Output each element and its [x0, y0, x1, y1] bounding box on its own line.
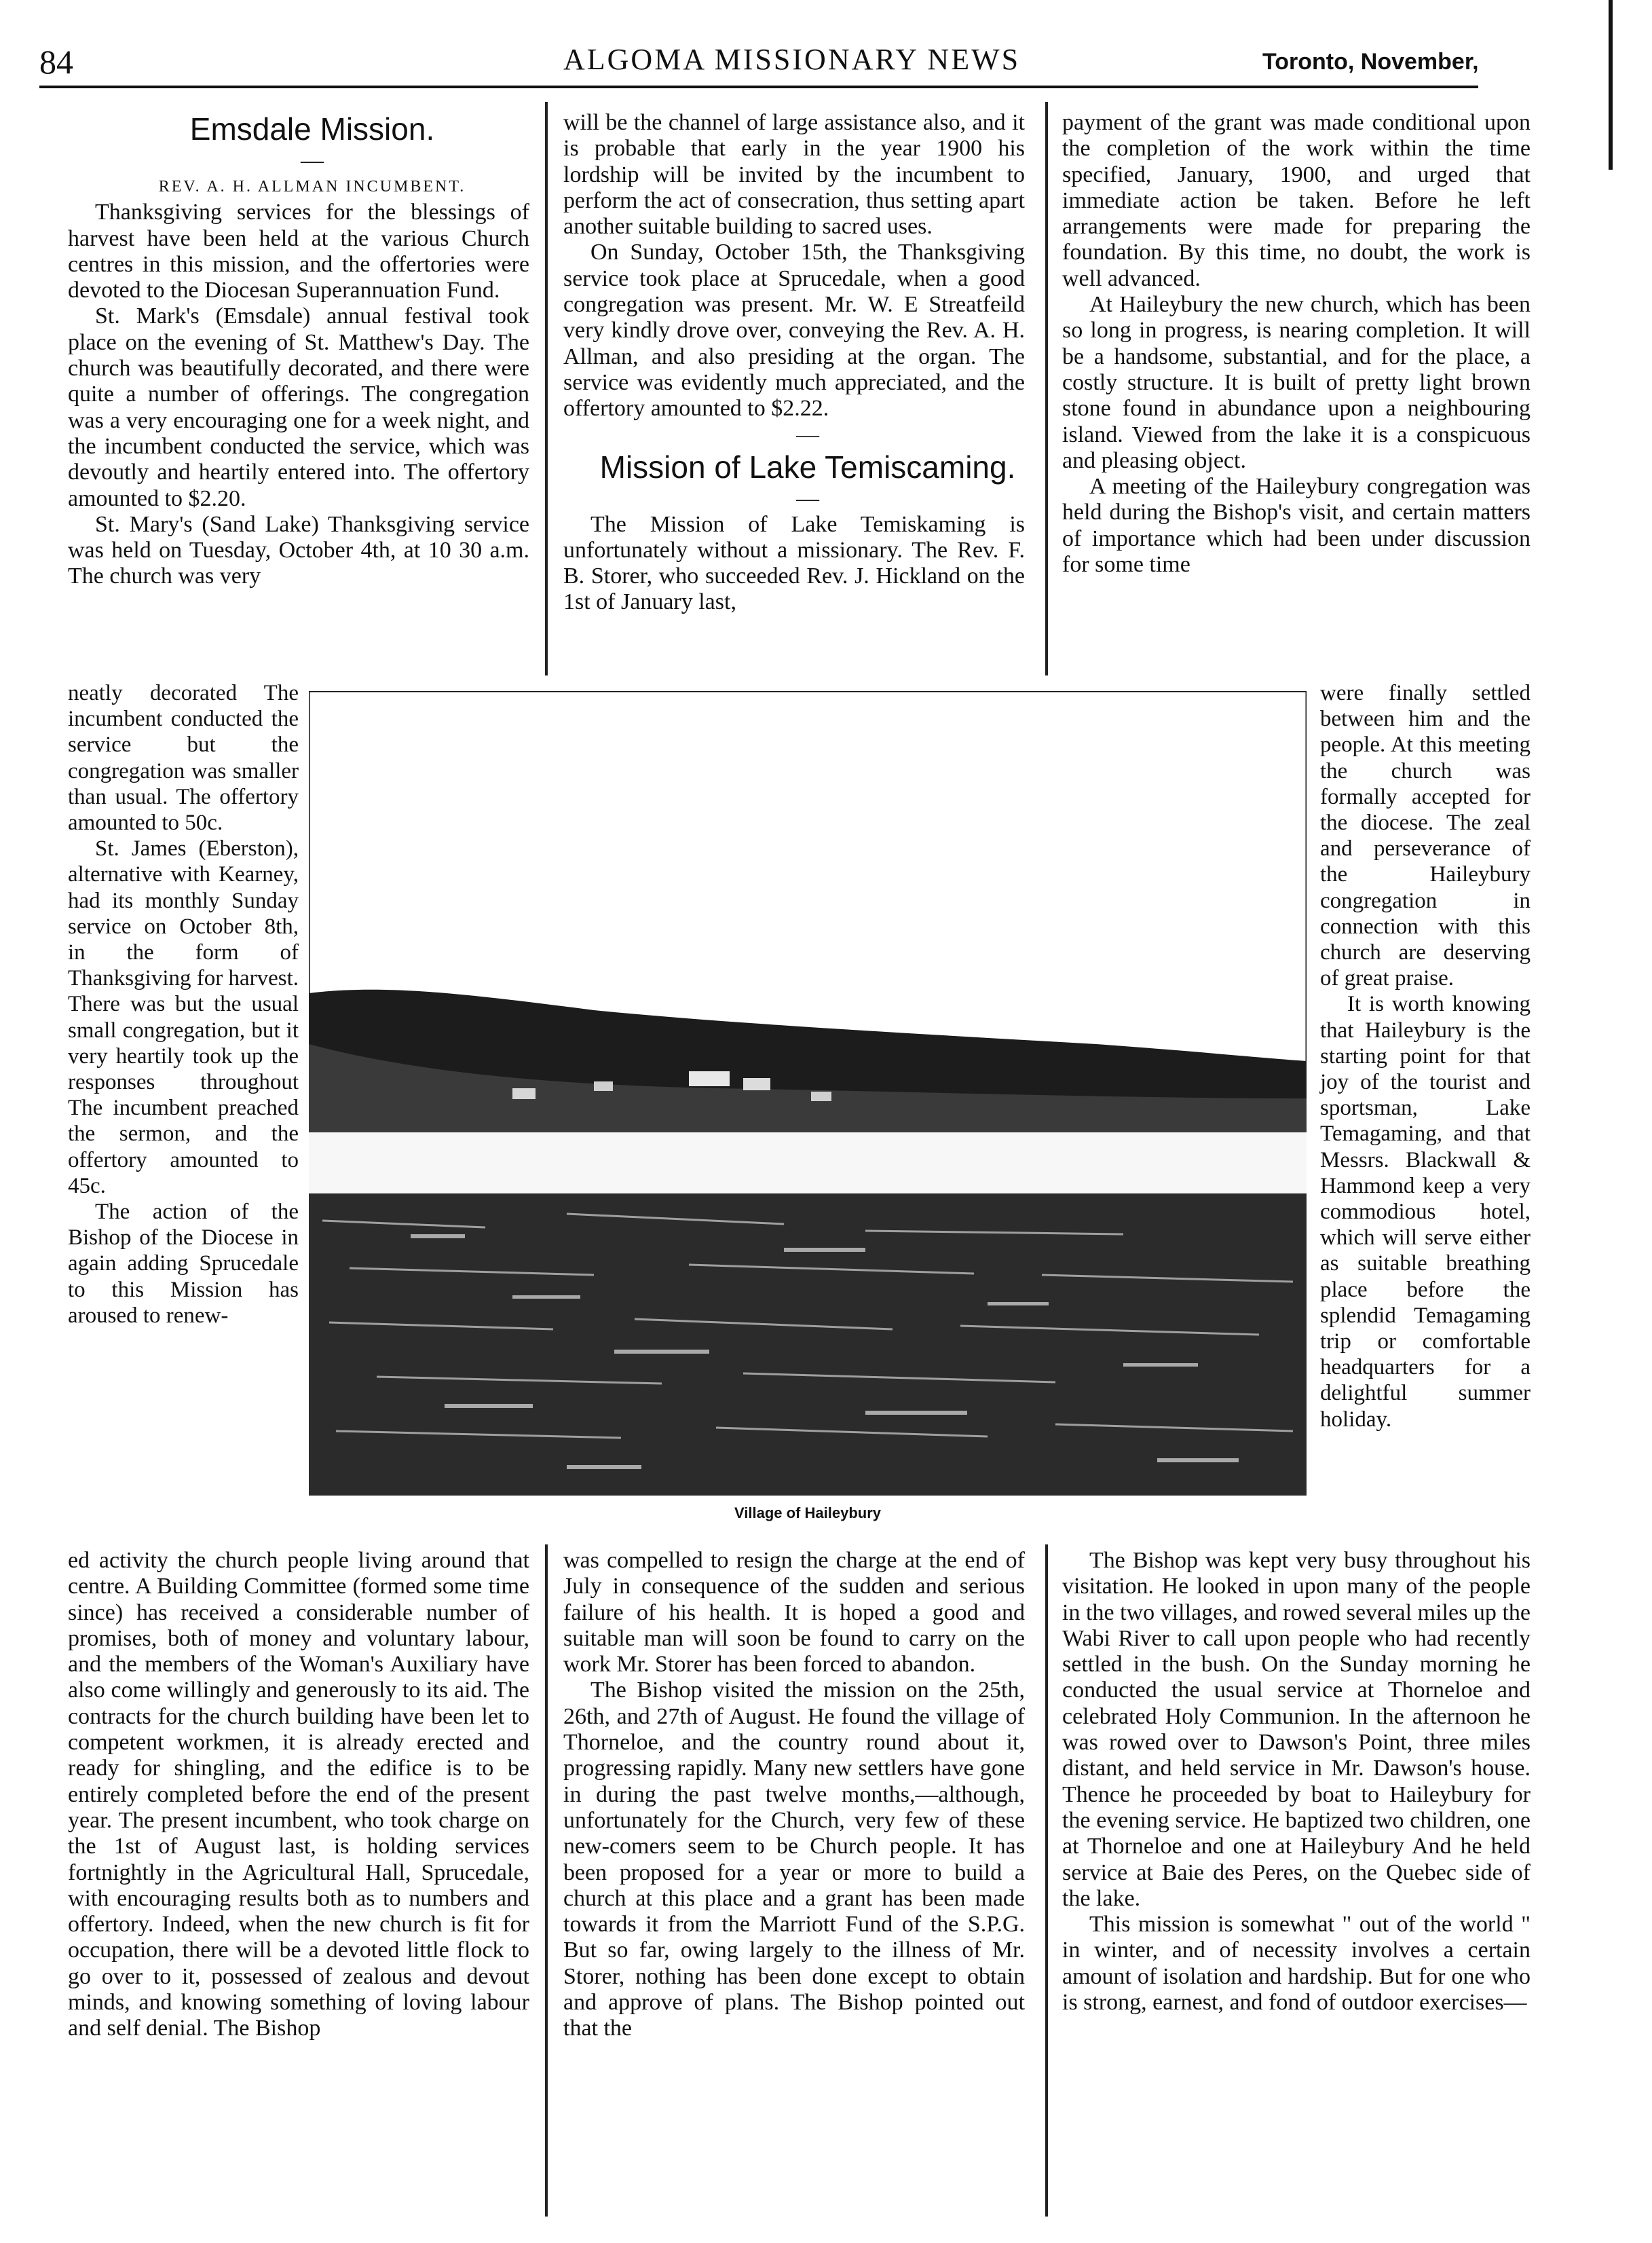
section-divider: —: [796, 422, 819, 447]
emsdale-paragraph-3: St. Mary's (Sand Lake) Thanksgiving service was held on Tuesday, October 4th, at 10 30 a.m. The church was very: [68, 511, 529, 589]
col2-paragraph-2: On Sunday, October 15th, the Thanksgiving service took place at Sprucedale, when a good congregation was present. Mr. W. E Streatfeild very kindly drove over, conveying the Rev. A. H. Allman, and also presiding at the organ. The service was evidently much appreciated, and the offertory amounted to $2.22.: [563, 240, 1025, 422]
temiscaming-dash: —: [796, 485, 819, 511]
header-rule: [39, 86, 1478, 88]
emsdale-title: Emsdale Mission.: [189, 111, 435, 147]
col3-paragraph-3-continued: were finally settled between him and the people. At this meeting the church was formally accepted for the diocese. The zeal and perseverance of the Haileybury congregation in connection with this church are deserving of great praise.: [1320, 681, 1531, 991]
column-3-top: [1062, 110, 1531, 578]
emsdale-paragraph-1: Thanksgiving services for the blessings of harvest have been held at the various Church centres in this mission, and the offertories were devoted to the Diocesan Superannuation Fund.: [68, 200, 529, 303]
column-3-bottom: [1062, 1548, 1531, 2016]
haileybury-photo: [309, 691, 1307, 1496]
col3-paragraph-3: A meeting of the Haileybury congregation was held during the Bishop's visit, and certain matters of importance which had been under discussion for some time: [1062, 474, 1531, 578]
temiscaming-paragraph-1: The Mission of Lake Temiskaming is unfortunately without a missionary. The Rev. F. B. Storer, who succeeded Rev. J. Hickland on the 1st of January last,: [563, 511, 1025, 615]
col3-paragraph-4: It is worth knowing that Haileybury is the starting point for that joy of the tourist and sportsman, Lake Temagaming, and that Messrs. Blackwall & Hammond keep a very commodious hotel, which will serve either as suitable breathing place before the splendid Temagaming trip or comfortable headquarters for a delightful summer holiday.: [1320, 992, 1531, 1432]
photo-caption: Village of Haileybury: [734, 1504, 881, 1521]
temiscaming-paragraph-1-continued: was compelled to resign the charge at the end of July in consequence of the sudden and serious failure of his health. It is hoped a good and suitable man will soon be found to carry on the work Mr. Storer has been forced to abandon.: [563, 1548, 1025, 1677]
emsdale-byline: REV. A. H. ALLMAN INCUMBENT.: [158, 178, 466, 196]
temiscaming-title: Mission of Lake Temiscaming.: [599, 449, 1016, 485]
col3-paragraph-1: payment of the grant was made conditional upon the completion of the work within the time specified, January, 1900, and urged that immediate action be taken. Before he left arrangements were made for preparing the foundation. By this time, no doubt, the work is well advanced.: [1062, 110, 1531, 291]
emsdale-paragraph-2: St. Mark's (Emsdale) annual festival took place on the evening of St. Matthew's Day. The church was beautifully decorated, and there were quite a number of offerings. The congregation was a very encouraging one for a week night, and the incumbent conducted the service, which was devoutly and heartily entered into. The offertory amounted to $2.20.: [68, 303, 529, 511]
col2-paragraph-1: will be the channel of large assistance also, and it is probable that early in the year 1900 his lordship will be invited by the incumbent to perform the act of consecration, thus setting apart another suitable building to sacred uses.: [563, 110, 1025, 240]
column-2-bottom: [563, 1548, 1025, 2042]
col3-paragraph-6: This mission is somewhat " out of the world " in winter, and of necessity involves a certain amount of isolation and hardship. But for one who is strong, earnest, and fond of outdoor exercises—: [1062, 1912, 1531, 2016]
emsdale-paragraph-5: The action of the Bishop of the Diocese in again adding Sprucedale to this Mission has aroused to renew-: [68, 1200, 299, 1328]
temiscaming-paragraph-2: The Bishop visited the mission on the 25th, 26th, and 27th of August. He found the village of Thorneloe, and the country round about it, progressing rapidly. Many new settlers have gone in during the past twelve months,—although, unfortunately for the Church, very few of these new-comers seem to be Church people. It has been proposed for a year or more to build a church at this place and a grant has been made towards it from the Marriott Fund of the S.P.G. But so far, owing largely to the illness of Mr. Storer, nothing has been done except to obtain and approve of plans. The Bishop pointed out that the: [563, 1677, 1025, 2041]
dateline: Toronto, November,: [1262, 49, 1479, 75]
column-1-bottom: [68, 1548, 529, 2042]
emsdale-paragraph-3-continued: neatly decorated The incumbent conducted the service but the congregation was smaller than usual. The offertory amounted to 50c.: [68, 681, 299, 836]
emsdale-paragraph-4: St. James (Eberston), alternative with Kearney, had its monthly Sunday service on October 8th, in the form of Thanksgiving for harvest. There was but the usual small congregation, but it very heartily took up the responses throughout The incumbent preached the sermon, and the offertory amounted to 45c.: [68, 836, 299, 1198]
column-rule-1-top: [545, 102, 548, 675]
column-1-wrap: [68, 680, 299, 1329]
page-number: 84: [39, 43, 73, 81]
column-2-top: [563, 110, 1025, 616]
column-rule-2-top: [1045, 102, 1048, 675]
scan-edge-mark: [1609, 0, 1613, 170]
emsdale-dash: —: [301, 148, 324, 173]
emsdale-paragraph-5-continued: ed activity the church people living around that centre. A Building Committee (formed some time since) has received a considerable number of promises, both of money and voluntary labour, and the members of the Woman's Auxiliary have also come willingly and generously to its aid. The contracts for the church building have been let to competent workmen, it is already erected and ready for shingling, and the edifice is to be entirely completed before the end of the present year. The present incumbent, who took charge on the 1st of August last, is holding services fortnightly in the Agricultural Hall, Sprucedale, with encouraging results both as to numbers and offertory. Indeed, when the new church is fit for occupation, there will be a devoted little flock to go over to it, possessed of zealous and devout minds, and knowing something of loving labour and self denial. The Bishop: [68, 1548, 529, 2041]
column-1-top: [68, 110, 529, 590]
col3-paragraph-5: The Bishop was kept very busy throughout his visitation. He looked in upon many of the people in the two villages, and rowed several miles up the Wabi River to call upon people who had recently settled in the bush. On the Sunday morning he conducted the usual service at Thorneloe and celebrated Holy Communion. In the afternoon he was rowed over to Dawson's Point, three miles distant, and held service in Mr. Dawson's house. Thence he proceeded by boat to Haileybury for the evening service. He baptized two children, one at Thorneloe and one at Haileybury And he held service at Baie des Peres, on the Quebec side of the lake.: [1062, 1548, 1531, 1911]
column-3-wrap: [1320, 680, 1531, 1432]
column-rule-1-bottom: [545, 1544, 548, 2217]
masthead: ALGOMA MISSIONARY NEWS: [563, 43, 1021, 76]
col3-paragraph-2: At Haileybury the new church, which has been so long in progress, is nearing completion. It will be a handsome, substantial, and for the place, a costly structure. It is built of pretty light brown stone found in abundance upon a neighbouring island. Viewed from the lake it is a conspicuous and pleasing object.: [1062, 292, 1531, 473]
column-rule-2-bottom: [1045, 1544, 1048, 2217]
